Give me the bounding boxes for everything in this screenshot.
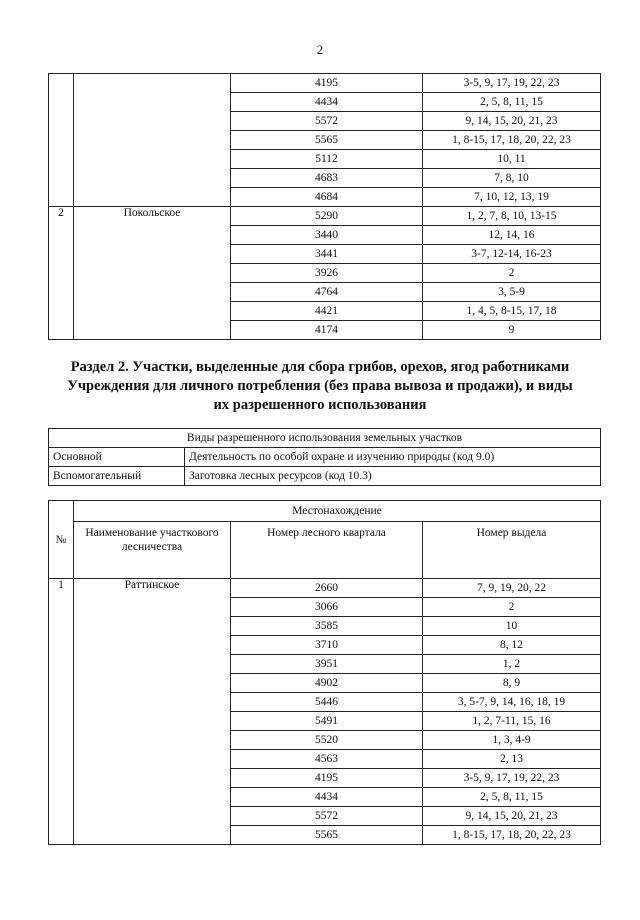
quarter-cell: 5565	[231, 131, 423, 150]
plots-cell: 1, 8-15, 17, 18, 20, 22, 23	[423, 131, 601, 150]
forestry-name-cell: Покольское	[74, 207, 231, 340]
quarter-cell: 3440	[231, 226, 423, 245]
plots-cell: 9	[423, 321, 601, 340]
plots-cell: 2, 5, 8, 11, 15	[423, 93, 601, 112]
usage-types-table	[48, 428, 601, 486]
table-row	[49, 207, 601, 226]
table-row	[49, 467, 601, 486]
quarter-cell: 3066	[231, 598, 423, 617]
quarter-cell: 3585	[231, 617, 423, 636]
quarter-cell: 5491	[231, 712, 423, 731]
plots-cell: 7, 8, 10	[423, 169, 601, 188]
header-location: Местонахождение	[74, 501, 601, 522]
plots-cell: 7, 9, 19, 20, 22	[423, 579, 601, 598]
section-heading: Раздел 2. Участки, выделенные для сбора грибов, орехов, ягод работниками Учреждения для личного потребления (без права вывоза и продажи), и виды их разрешенного использования	[67, 359, 573, 413]
forest-plots-table-continued	[48, 73, 601, 340]
plots-cell: 2, 13	[423, 750, 601, 769]
plots-cell: 10	[423, 617, 601, 636]
plots-cell: 3, 5-9	[423, 283, 601, 302]
quarter-cell: 5565	[231, 826, 423, 845]
usage-table-title: Виды разрешенного использования земельных участков	[49, 429, 601, 448]
plots-cell: 2	[423, 264, 601, 283]
quarter-cell: 4684	[231, 188, 423, 207]
quarter-cell: 5572	[231, 807, 423, 826]
table-row	[49, 74, 601, 93]
row-number-cell: 1	[49, 579, 74, 845]
quarter-cell: 4764	[231, 283, 423, 302]
quarter-cell: 5572	[231, 112, 423, 131]
table-row	[49, 429, 601, 448]
plots-cell: 9, 14, 15, 20, 21, 23	[423, 112, 601, 131]
plots-cell: 1, 2, 7-11, 15, 16	[423, 712, 601, 731]
plots-cell: 12, 14, 16	[423, 226, 601, 245]
table-header-row	[49, 522, 601, 579]
quarter-cell: 4563	[231, 750, 423, 769]
quarter-cell: 4683	[231, 169, 423, 188]
quarter-cell: 5520	[231, 731, 423, 750]
plots-cell: 8, 12	[423, 636, 601, 655]
row-number-cell: 2	[49, 207, 74, 340]
table-header-row	[49, 501, 601, 522]
quarter-cell: 4195	[231, 74, 423, 93]
plots-cell: 1, 2	[423, 655, 601, 674]
plots-cell: 3, 5-7, 9, 14, 16, 18, 19	[423, 693, 601, 712]
plots-cell: 3-5, 9, 17, 19, 22, 23	[423, 769, 601, 788]
header-plots: Номер выдела	[423, 522, 601, 579]
plots-cell: 1, 8-15, 17, 18, 20, 22, 23	[423, 826, 601, 845]
plots-cell: 10, 11	[423, 150, 601, 169]
quarter-cell: 2660	[231, 579, 423, 598]
quarter-cell: 3441	[231, 245, 423, 264]
plots-cell: 9, 14, 15, 20, 21, 23	[423, 807, 601, 826]
plots-cell: 2	[423, 598, 601, 617]
table-row	[49, 448, 601, 467]
usage-type-cell: Основной	[49, 448, 185, 467]
header-quarter: Номер лесного квартала	[231, 522, 423, 579]
usage-type-cell: Вспомогательный	[49, 467, 185, 486]
usage-value-cell: Заготовка лесных ресурсов (код 10.3)	[185, 467, 601, 486]
table-row	[49, 579, 601, 598]
quarter-cell: 5446	[231, 693, 423, 712]
forestry-name-cell: Раттинское	[74, 579, 231, 845]
quarter-cell: 5290	[231, 207, 423, 226]
quarter-cell: 4434	[231, 93, 423, 112]
header-no: №	[49, 501, 74, 579]
usage-value-cell: Деятельность по особой охране и изучению природы (код 9.0)	[185, 448, 601, 467]
quarter-cell: 4174	[231, 321, 423, 340]
forestry-name-cell	[74, 74, 231, 207]
quarter-cell: 4434	[231, 788, 423, 807]
plots-cell: 3-7, 12-14, 16-23	[423, 245, 601, 264]
mushroom-plots-table	[48, 500, 601, 845]
quarter-cell: 3710	[231, 636, 423, 655]
plots-cell: 3-5, 9, 17, 19, 22, 23	[423, 74, 601, 93]
quarter-cell: 4195	[231, 769, 423, 788]
quarter-cell: 3951	[231, 655, 423, 674]
quarter-cell: 4902	[231, 674, 423, 693]
quarter-cell: 3926	[231, 264, 423, 283]
row-number-cell	[49, 74, 74, 207]
plots-cell: 2, 5, 8, 11, 15	[423, 788, 601, 807]
plots-cell: 8, 9	[423, 674, 601, 693]
quarter-cell: 4421	[231, 302, 423, 321]
plots-cell: 1, 2, 7, 8, 10, 13-15	[423, 207, 601, 226]
plots-cell: 1, 4, 5, 8-15, 17, 18	[423, 302, 601, 321]
page-number: 2	[316, 42, 324, 57]
quarter-cell: 5112	[231, 150, 423, 169]
header-forestry-name: Наименование участкового лесничества	[74, 522, 231, 579]
plots-cell: 7, 10, 12, 13, 19	[423, 188, 601, 207]
plots-cell: 1, 3, 4-9	[423, 731, 601, 750]
